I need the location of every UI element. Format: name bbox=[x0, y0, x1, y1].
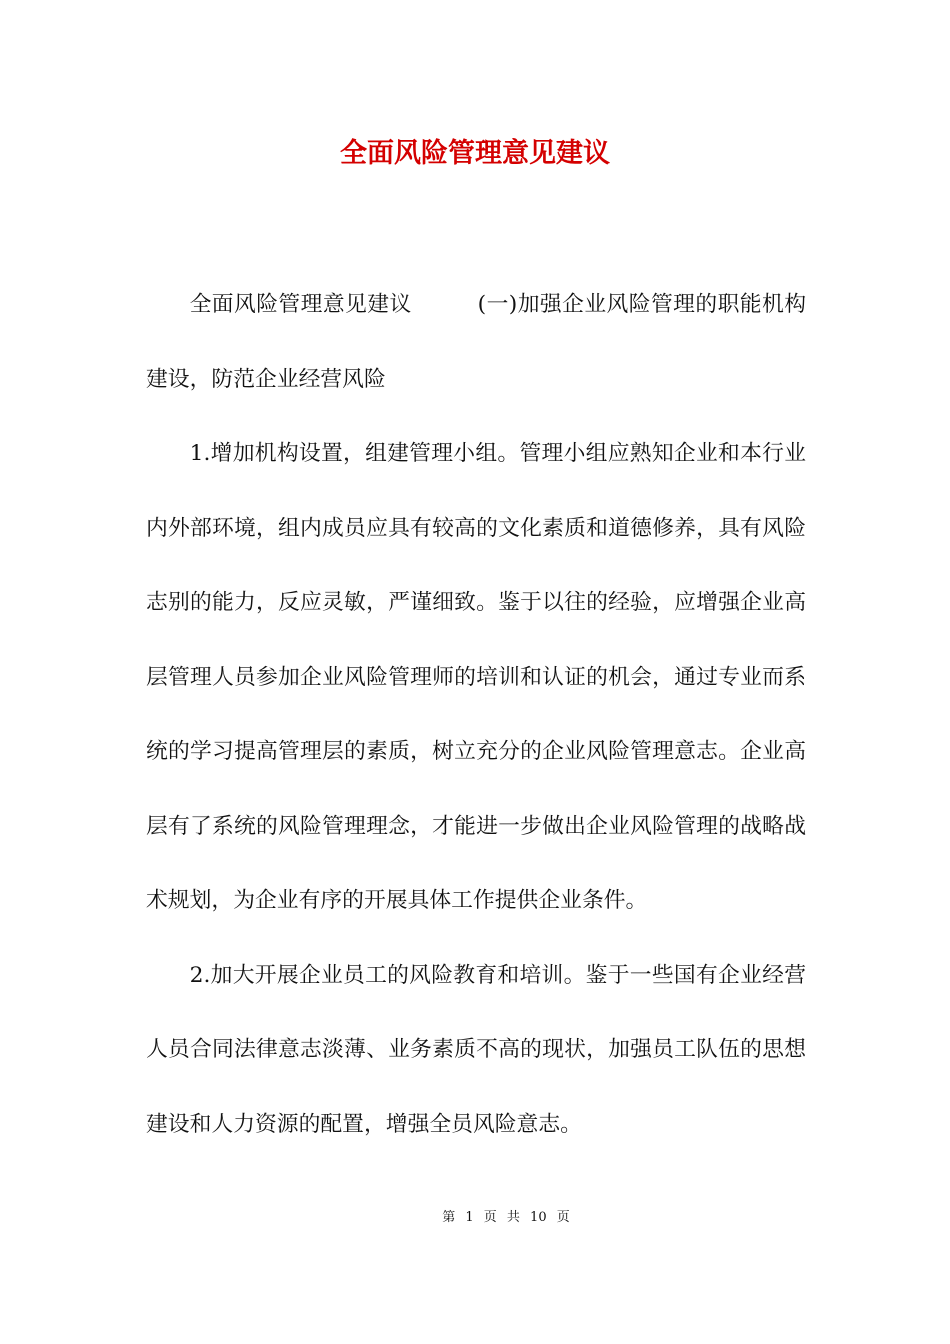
paragraph-2: 2.加大开展企业员工的风险教育和培训。鉴于一些国有企业经营人员合同法律意志淡薄、业务素质不高的现状，加强员工队伍的思想建设和人力资源的配置，增强全员风险意志。 bbox=[146, 962, 806, 1137]
paragraph-1: 1.增加机构设置，组建管理小组。管理小组应熟知企业和本行业内外部环境，组内成员应具有较高的文化素质和道德修养，具有风险志别的能力，反应灵敏，严谨细致。鉴于以往的经验，应增强企业高层管理人员参加企业风险管理师的培训和认证的机会，通过专业而系统的学习提高管理层的素质，树立充分的企业风险管理意志。企业高层有了系统的风险管理理念，才能进一步做出企业风险管理的战略战术规划，为企业有序的开展具体工作提供企业条件。 bbox=[146, 441, 806, 913]
intro-heading: 全面风险管理意见建议 bbox=[189, 292, 412, 317]
document-body bbox=[146, 268, 806, 1162]
page-number-footer: 第 1 页 共 10 页 bbox=[442, 1210, 570, 1225]
intro-paragraph bbox=[146, 268, 806, 417]
intro-subheading: (一)加强企业风险管理的职能机构建设，防范企业经营风险 bbox=[146, 292, 806, 392]
document-title: 全面风险管理意见建议 bbox=[340, 138, 610, 169]
